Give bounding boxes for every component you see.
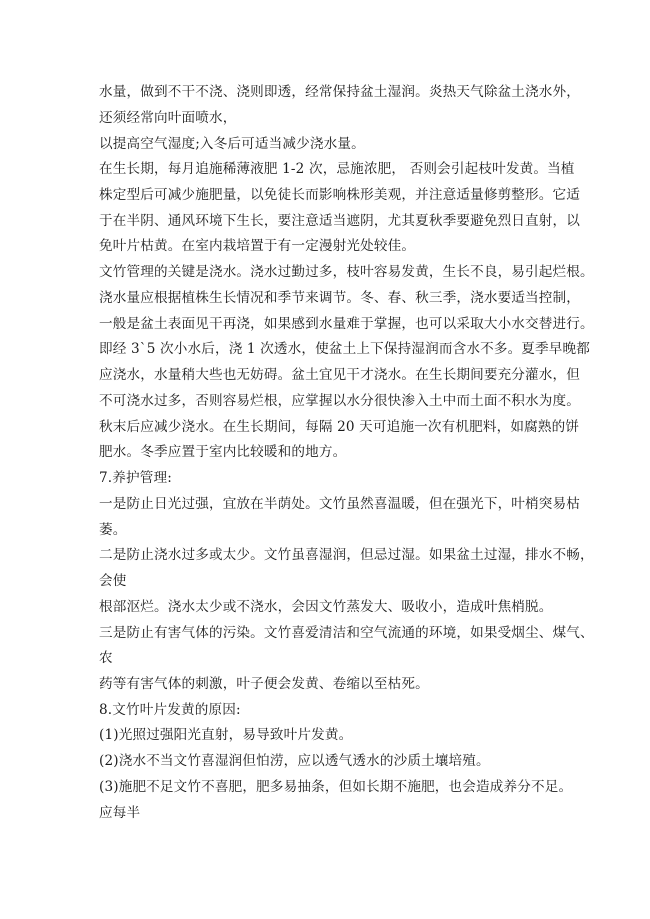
list-item: (2)浇水不当文竹喜湿润但怕涝，应以透气透水的沙质土壤培殖。	[99, 753, 490, 769]
paragraph-line: 三是防止有害气体的污染。文竹喜爱清洁和空气流通的环境，如果受烟尘、煤气、	[99, 625, 594, 641]
list-item: (1)光照过强阳光直射，易导致叶片发黄。	[99, 727, 353, 743]
paragraph-line: 药等有害气体的刺激，叶子便会发黄、卷缩以至枯死。	[99, 676, 429, 692]
paragraph-line: 农	[99, 650, 113, 666]
paragraph-line: 在生长期，每月追施稀薄液肥 1-2 次，忌施浓肥， 否则会引起枝叶发黄。当植	[99, 161, 575, 177]
paragraph-line: 会使	[99, 573, 127, 589]
paragraph-line: 株定型后可减少施肥量，以免徒长而影响株形美观，并注意适量修剪整形。它适	[99, 187, 581, 203]
paragraph-line: 萎。	[99, 522, 127, 538]
paragraph-line: 秋末后应减少浇水。在生长期间，每隔 20 天可追施一次有机肥料，如腐熟的饼	[99, 419, 580, 435]
paragraph-line: 于在半阴、通风环境下生长，要注意适当遮阴，尤其夏秋季要避免烈日直射，以	[99, 213, 581, 229]
paragraph-line: 不可浇水过多，否则容易烂根，应掌握以水分很快渗入土中而土面不积水为度。	[99, 393, 581, 409]
paragraph-line: 免叶片枯黄。在室内栽培置于有一定漫射光处较佳。	[99, 238, 416, 254]
list-item: (3)施肥不足文竹不喜肥，肥多易抽条，但如长期不施肥，也会造成养分不足。	[99, 779, 573, 795]
paragraph-line: 水量，做到不干不浇、浇则即透，经常保持盆土湿润。炎热天气除盆土浇水外，	[99, 84, 581, 100]
paragraph-line: 以提高空气湿度;入冬后可适当减少浇水量。	[99, 136, 365, 152]
section-heading: 8.文竹叶片发黄的原因:	[99, 702, 241, 718]
paragraph-line: 应每半	[99, 805, 141, 821]
paragraph-line: 文竹管理的关键是浇水。浇水过勤过多，枝叶容易发黄，生长不良，易引起烂根。	[99, 264, 594, 280]
paragraph-line: 即经 3`5 次小水后，浇 1 次透水，使盆土上下保持湿润而含水不多。夏季早晚都	[99, 341, 591, 357]
paragraph-line: 浇水量应根据植株生长情况和季节来调节。冬、春、秋三季，浇水要适当控制，	[99, 290, 581, 306]
paragraph-line: 二是防止浇水过多或太少。文竹虽喜湿润，但忌过湿。如果盆土过湿，排水不畅，	[99, 547, 594, 563]
paragraph-line: 应浇水，水量稍大些也无妨碍。盆土宜见干才浇水。在生长期间要充分灌水，但	[99, 367, 581, 383]
section-heading: 7.养护管理:	[99, 470, 172, 486]
paragraph-line: 肥水。冬季应置于室内比较暖和的地方。	[99, 444, 347, 460]
paragraph-line: 根部沤烂。浇水太少或不浇水，会因文竹蒸发大、吸收小，造成叶焦梢脱。	[99, 599, 553, 615]
paragraph-line: 一般是盆土表面见干再浇，如果感到水量难于掌握，也可以采取大小水交替进行。	[99, 316, 594, 332]
paragraph-line: 一是防止日光过强，宜放在半荫处。文竹虽然喜温暖，但在强光下，叶梢突易枯	[99, 496, 581, 512]
paragraph-line: 还须经常向叶面喷水，	[99, 110, 237, 126]
